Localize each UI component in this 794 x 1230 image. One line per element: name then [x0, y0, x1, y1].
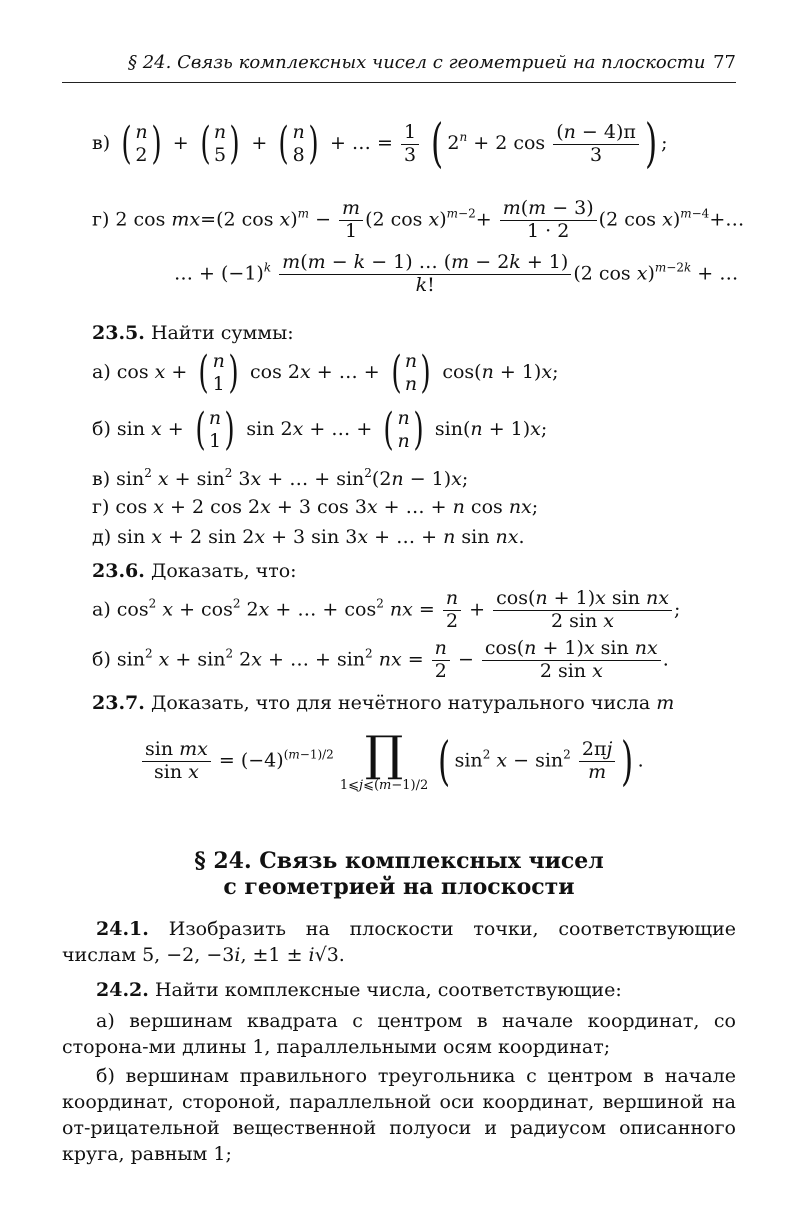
fraction: $\frac{m}{1}$ — [339, 198, 363, 243]
problem-23-6-b: б) $\sin^2 x + \sin^2 2x$ + … + $\sin^2$ nx = $\frac{n}{2}$ − $\frac{\text{cos(n + 1)x sin nx}}{\text{2 sin x}}$ . — [92, 637, 669, 682]
problem-number: 23.6. — [92, 560, 145, 582]
section-heading — [62, 848, 736, 900]
binomial: ( n 5 ) — [200, 118, 240, 169]
fraction: $\frac{n}{2}$ — [443, 588, 461, 633]
item-label: а) — [92, 360, 111, 383]
problem-23-5-a: а) cos x + ( n 1 ) cos 2x + … + ( n n ) cos(n + 1)x; — [92, 346, 559, 398]
binomial: ( n 8 ) — [278, 118, 319, 169]
formula-g-line1: г) 2 cos mx=(2 cos x)$^m$ − $\frac{m}{1}$ (2 cos x)$^{m-2}$+ $\frac{m(m - 3)}{1 \cdot 2}$ (2 cos x)$^{m-4}$+… — [92, 197, 745, 242]
formula-g-line2: … + $(-1)^k$ $\frac{m(m - k - 1) \dots (m - 2k + 1)}{k!}$ (2 cos x)$^{m-2k}$ + … — [174, 251, 739, 296]
problem-number: 23.7. — [92, 692, 145, 714]
section-heading-line2: с геометрией на плоскости — [223, 874, 575, 900]
item-label: г) — [92, 496, 110, 518]
fraction: $\frac{(n - 4)\pi}{3}$ — [553, 122, 639, 167]
problem-23-6-a: а) $\cos^2 x + \cos^2 2x$ + … + $\cos^2$ nx = $\frac{n}{2}$ + $\frac{\text{cos(n + 1)x sin nx}}{\text{2 sin x}}$ ; — [92, 587, 681, 632]
item-label: а) — [92, 598, 111, 621]
problem-text: Найти суммы: — [150, 322, 294, 344]
problem-24-2-heading — [62, 977, 736, 1003]
item-label: в) — [92, 468, 111, 490]
problem-23-5-heading — [92, 322, 294, 344]
problem-text: Доказать, что: — [150, 560, 297, 582]
page-number: 77 — [713, 52, 736, 73]
problem-text: Найти комплексные числа, соответствующие: — [154, 979, 622, 1001]
problem-23-5-d: д) sin x + 2 sin 2x + 3 sin 3x + … + n sin nx. — [92, 526, 525, 548]
problem-24-1: 24.1. Изобразить на плоскости точки, соответствующие числам 5, −2, −3i, ±1 ± i√3. — [62, 918, 736, 966]
problem-23-5-v: в) $\sin^2 x + \sin^2 3x$ + … + $\sin^2(2n - 1)x$; — [92, 466, 469, 490]
fraction: $\frac{n}{2}$ — [432, 638, 450, 683]
problem-text: Изобразить на плоскости точки, соответствующие числам — [62, 918, 736, 966]
fraction: $\frac{\text{sin mx}}{\text{sin x}}$ — [142, 739, 211, 784]
problem-24-2-a: а) вершинам квадрата с центром в начале координат, со сторона-ми длины 1, параллельными осям координат; — [62, 1010, 736, 1058]
formula-v: в) ( n 2 ) + ( n 5 ) + ( n 8 ) + … = $\frac{1}{3}$ ( $2^n + 2$ cos $\frac{(n - 4)\pi}{3}$ ) ; — [92, 114, 668, 174]
fraction: $\frac{2\pi j}{m}$ — [579, 739, 615, 784]
binomial: ( n 2 ) — [121, 118, 162, 169]
product-symbol: ∏ 1⩽j⩽(m−1)/2 — [339, 726, 429, 793]
binomial: ( n n ) — [383, 403, 424, 455]
fraction: $\frac{m(m - k - 1) \dots (m - 2k + 1)}{k!}$ — [279, 252, 571, 297]
item-label: д) — [92, 526, 112, 548]
problem-23-6-heading — [92, 560, 297, 582]
problem-number: 23.5. — [92, 322, 145, 344]
binomial: ( n 1 ) — [198, 346, 239, 398]
section-heading-line1: § 24. Связь комплексных чисел — [194, 848, 604, 874]
running-head-title: § 24. Связь комплексных чисел с геометрией на плоскости — [128, 52, 706, 73]
problem-text: Доказать, что для нечётного натурального числа — [150, 692, 651, 714]
problem-23-5-g: г) cos x + 2 cos 2x + 3 cos 3x + … + n cos nx; — [92, 496, 539, 518]
running-head — [62, 52, 736, 83]
fraction: $\frac{\text{cos(n + 1)x sin nx}}{\text{2 sin x}}$ — [493, 588, 672, 633]
binomial: ( n n ) — [391, 346, 431, 398]
problem-number: 24.1. — [96, 918, 149, 940]
item-label: в) — [92, 132, 111, 154]
fraction: $\frac{m(m - 3)}{1 \cdot 2}$ — [500, 198, 597, 243]
fraction: $\frac{\text{cos(n + 1)x sin nx}}{\text{2 sin x}}$ — [482, 638, 661, 683]
problem-23-7-heading: 23.7. Доказать, что для нечётного натурального числа m — [92, 692, 675, 714]
item-label: б) — [92, 648, 111, 671]
fraction: $\frac{1}{3}$ — [401, 122, 419, 167]
problem-number: 24.2. — [96, 979, 149, 1001]
problem-24-2-b: б) вершинам правильного треугольника с центром в начале координат, стороной, параллельной оси координат, вершиной на от-рицательной вещественной полуоси и радиусом описанного круга, равным 1; — [62, 1065, 736, 1165]
problem-23-5-b: б) sin x + ( n 1 ) sin 2x + … + ( n n ) sin(n + 1)x; — [92, 403, 548, 455]
item-label: г) — [92, 208, 110, 231]
binomial: ( n 1 ) — [195, 403, 235, 455]
formula-product: $\frac{\text{sin mx}}{\text{sin x}}$ = $(-4)^{(m-1)/2}$ ∏ 1⩽j⩽(m−1)/2 ( $\sin^2 x - \sin^2$ $\frac{2\pi j}{m}$ ) . — [140, 730, 644, 793]
item-label: б) — [92, 417, 111, 440]
